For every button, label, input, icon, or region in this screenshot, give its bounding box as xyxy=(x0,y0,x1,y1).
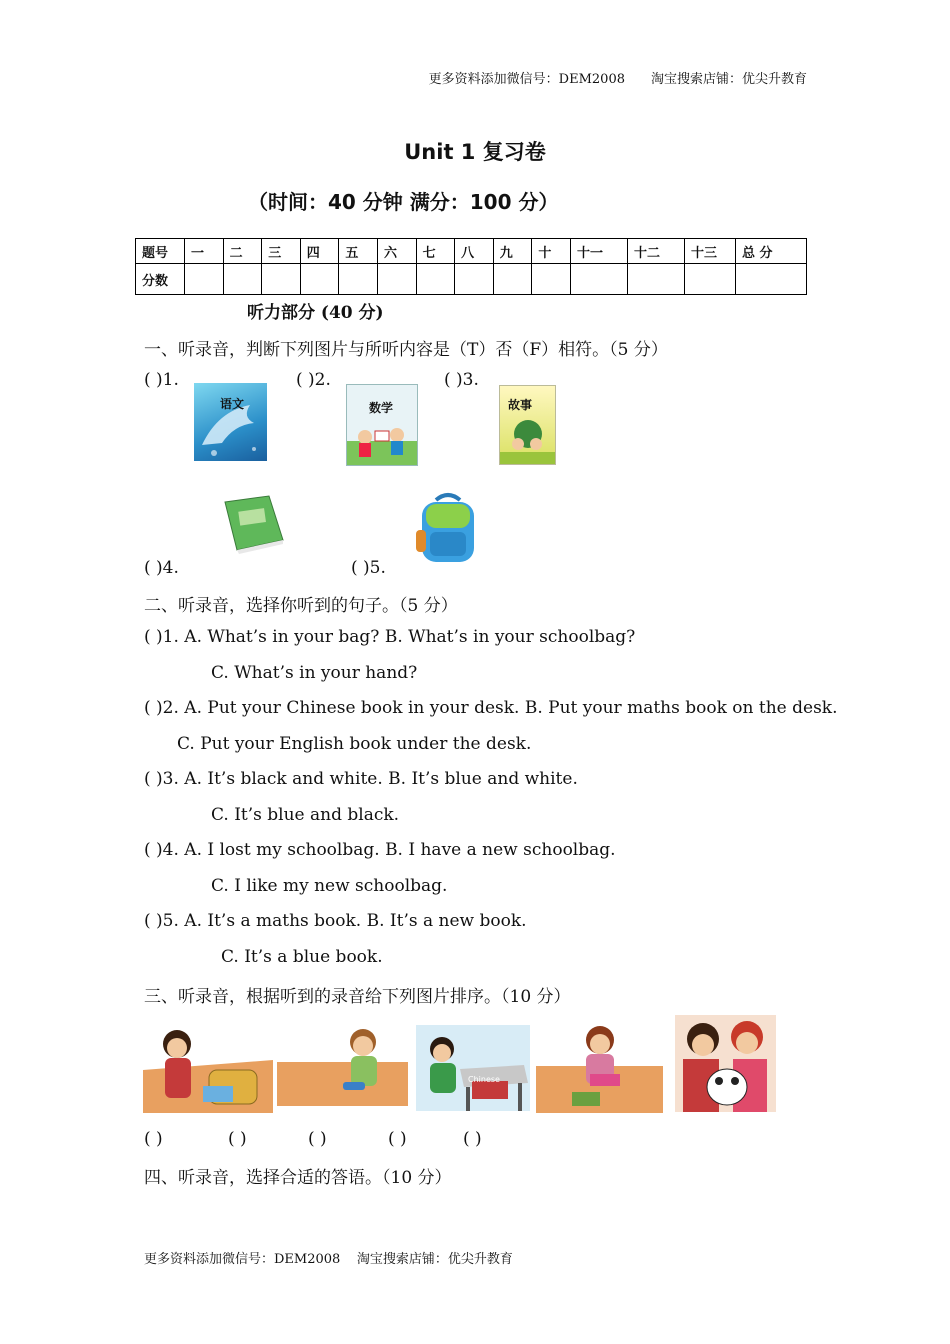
score-input-cell[interactable] xyxy=(339,264,378,295)
header-shop: 淘宝搜索店铺：优尖升教育 xyxy=(650,72,807,87)
q3-blank-3[interactable]: ( ) xyxy=(308,1129,327,1149)
score-table-header-row xyxy=(136,239,807,264)
desk-book-label: Chinese xyxy=(468,1075,500,1084)
q1-item-4[interactable]: ( )4. xyxy=(144,558,179,578)
score-input-cell[interactable] xyxy=(493,264,532,295)
score-cell: 九 xyxy=(493,239,532,264)
q3-blank-5[interactable]: ( ) xyxy=(463,1129,482,1149)
q2-line[interactable]: C. It’s a blue book. xyxy=(221,947,383,967)
scene-girl-book xyxy=(536,1020,663,1113)
page-header xyxy=(0,68,807,87)
q3-blank-1[interactable]: ( ) xyxy=(144,1129,163,1149)
score-label: 分数 xyxy=(136,264,185,295)
score-cell: 题号 xyxy=(136,239,185,264)
score-input-cell[interactable] xyxy=(628,264,685,295)
score-cell: 十二 xyxy=(628,239,685,264)
q2-line[interactable]: ( )5. A. It’s a maths book. B. It’s a new book. xyxy=(144,911,527,931)
page-footer: 更多资料添加微信号：DEM2008 淘宝搜索店铺：优尖升教育 xyxy=(144,1252,513,1267)
header-wechat: 更多资料添加微信号：DEM2008 xyxy=(428,72,625,87)
q1-item-5[interactable]: ( )5. xyxy=(351,558,386,578)
score-input-cell[interactable] xyxy=(736,264,807,295)
scene-girl-schoolbag xyxy=(143,1020,273,1113)
q2-line[interactable]: ( )3. A. It’s black and white. B. It’s blue and white. xyxy=(144,769,578,789)
part-listening-heading: 听力部分 (40 分) xyxy=(247,303,384,323)
score-table-score-row xyxy=(136,264,807,295)
girl-pencilbox-icon xyxy=(277,1022,408,1106)
score-input-cell[interactable] xyxy=(262,264,301,295)
green-book-image xyxy=(221,494,285,554)
score-cell: 七 xyxy=(416,239,455,264)
page-subtitle: （时间：40 分钟 满分：100 分） xyxy=(248,190,559,214)
chinese-book-image xyxy=(194,383,267,461)
score-cell: 四 xyxy=(300,239,339,264)
scene-girls-panda xyxy=(675,1015,776,1112)
score-cell: 十三 xyxy=(685,239,736,264)
q2-line[interactable]: C. I like my new schoolbag. xyxy=(211,876,448,896)
schoolbag-image xyxy=(412,490,484,566)
q3-heading: 三、听录音，根据听到的录音给下列图片排序。（10 分） xyxy=(144,987,571,1007)
q3-blank-2[interactable]: ( ) xyxy=(228,1129,247,1149)
score-cell: 六 xyxy=(377,239,416,264)
scene-boy-desk xyxy=(416,1025,530,1111)
girl-book-icon xyxy=(536,1020,663,1113)
schoolbag-icon xyxy=(412,490,484,566)
score-input-cell[interactable] xyxy=(455,264,494,295)
score-cell: 十一 xyxy=(571,239,628,264)
score-table xyxy=(135,238,807,295)
book-icon xyxy=(221,494,285,554)
maths-book-title: 数学 xyxy=(369,401,394,415)
score-input-cell[interactable] xyxy=(685,264,736,295)
girl-schoolbag-icon xyxy=(143,1020,273,1113)
q2-line[interactable]: C. What’s in your hand? xyxy=(211,663,418,683)
score-cell: 一 xyxy=(185,239,224,264)
score-cell: 三 xyxy=(262,239,301,264)
score-cell: 总 分 xyxy=(736,239,807,264)
scene-girl-pencilbox xyxy=(277,1022,408,1106)
score-cell: 五 xyxy=(339,239,378,264)
q3-blank-4[interactable]: ( ) xyxy=(388,1129,407,1149)
page-title: Unit 1 复习卷 xyxy=(404,140,546,164)
kids-icon xyxy=(347,385,417,465)
score-input-cell[interactable] xyxy=(571,264,628,295)
score-input-cell[interactable] xyxy=(223,264,262,295)
q2-line[interactable]: C. Put your English book under the desk. xyxy=(177,734,532,754)
score-input-cell[interactable] xyxy=(416,264,455,295)
maths-book-image xyxy=(346,384,418,466)
score-cell: 十 xyxy=(532,239,571,264)
score-input-cell[interactable] xyxy=(300,264,339,295)
score-input-cell[interactable] xyxy=(185,264,224,295)
boy-desk-icon xyxy=(416,1025,530,1111)
girls-panda-icon xyxy=(675,1015,776,1112)
q1-item-3[interactable]: ( )3. xyxy=(444,370,479,390)
q1-item-2[interactable]: ( )2. xyxy=(296,370,331,390)
q2-line[interactable]: ( )2. A. Put your Chinese book in your desk. B. Put your maths book on the desk. xyxy=(144,698,838,718)
score-input-cell[interactable] xyxy=(532,264,571,295)
q2-line[interactable]: C. It’s blue and black. xyxy=(211,805,400,825)
q1-item-1[interactable]: ( )1. xyxy=(144,370,179,390)
q2-line[interactable]: ( )1. A. What’s in your bag? B. What’s in your schoolbag? xyxy=(144,627,636,647)
score-cell: 八 xyxy=(455,239,494,264)
story-book-title: 故事 xyxy=(508,398,533,412)
chinese-book-title: 语文 xyxy=(220,397,245,411)
q1-heading: 一、听录音，判断下列图片与所听内容是（T）否（F）相符。（5 分） xyxy=(144,340,668,360)
q2-heading: 二、听录音，选择你听到的句子。（5 分） xyxy=(144,596,458,616)
story-book-image xyxy=(499,385,556,465)
score-input-cell[interactable] xyxy=(377,264,416,295)
q4-heading: 四、听录音，选择合适的答语。（10 分） xyxy=(144,1168,452,1188)
score-cell: 二 xyxy=(223,239,262,264)
q2-line[interactable]: ( )4. A. I lost my schoolbag. B. I have a new schoolbag. xyxy=(144,840,616,860)
